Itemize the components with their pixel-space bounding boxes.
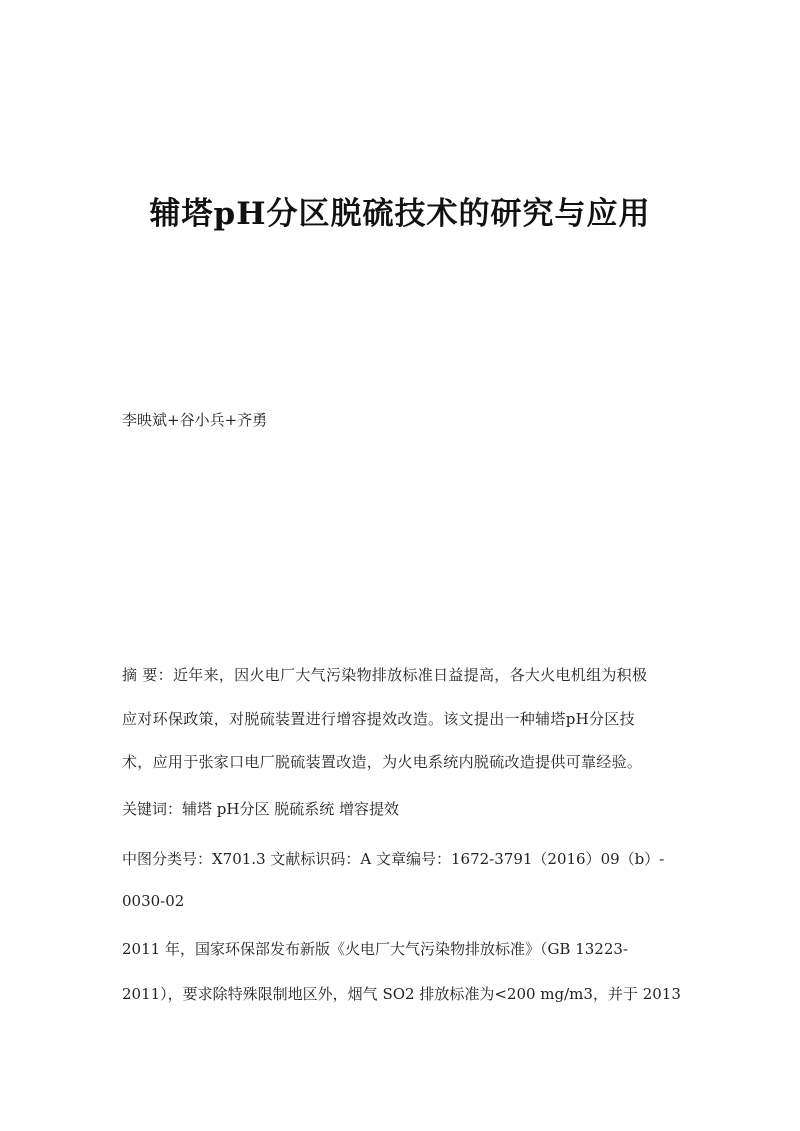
abstract-line-1: 摘 要：近年来，因火电厂大气污染物排放标准日益提高，各大火电机组为积极: [122, 666, 648, 684]
abstract-line-2: 应对环保政策，对脱硫装置进行增容提效改造。该文提出一种辅塔pH分区技: [122, 710, 635, 728]
paper-title: 辅塔pH分区脱硫技术的研究与应用: [149, 196, 651, 232]
body-paragraph-line-2: 2011），要求除特殊限制地区外，烟气 SO2 排放标准为<200 mg/m3，并于 2013: [122, 985, 681, 1003]
classification-line-2: 0030-02: [122, 892, 185, 910]
body-paragraph-line-1: 2011 年，国家环保部发布新版《火电厂大气污染物排放标准》（GB 13223-: [122, 940, 629, 958]
author-list: 李映斌+谷小兵+齐勇: [122, 411, 268, 429]
classification-line-1: 中图分类号：X701.3 文献标识码：A 文章编号：1672-3791（2016）09（b）-: [122, 850, 665, 868]
abstract-line-3: 术，应用于张家口电厂脱硫装置改造，为火电系统内脱硫改造提供可靠经验。: [122, 753, 643, 771]
keywords-line: 关键词：辅塔 pH分区 脱硫系统 增容提效: [122, 800, 399, 818]
